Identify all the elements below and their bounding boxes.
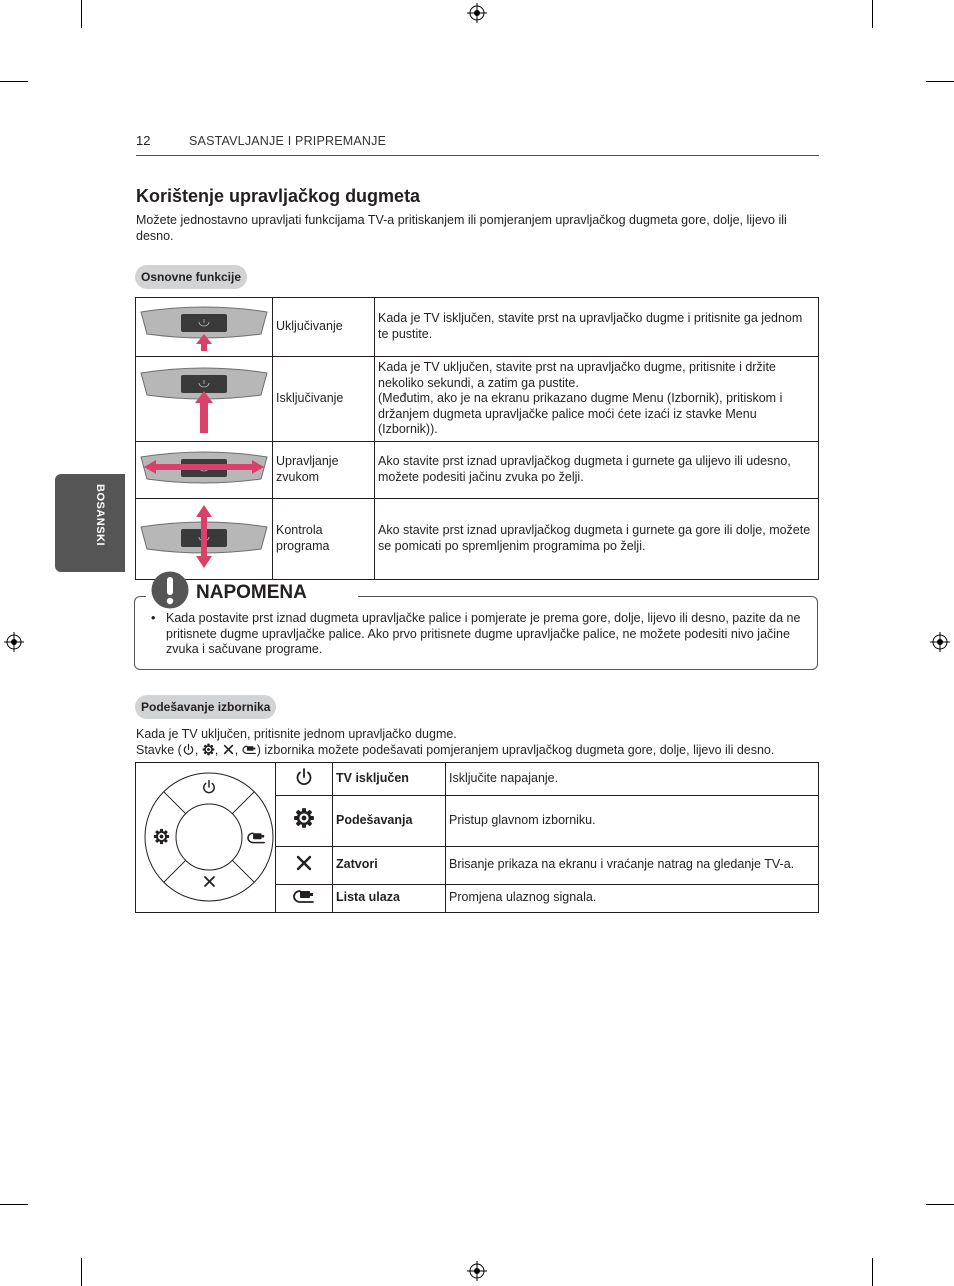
table-row [136,442,819,499]
section-title: Korištenje upravljačkog dugmeta [136,186,421,206]
language-side-tab [55,474,125,572]
basic-functions-label: Osnovne funkcije [135,265,247,289]
page-number: 12 [136,133,151,148]
joystick-power-on-illustration [136,298,273,357]
function-name: Kontrola programa [273,498,375,580]
registration-mark-icon [4,632,24,652]
gear-icon [202,743,215,756]
note-bullet: • [151,611,156,625]
joystick-program-illustration [136,498,273,580]
table-row [136,498,819,580]
function-description: Kada je TV isključen, stavite prst na upravljačko dugme i pritisnite ga jednom te pustite. [375,298,819,357]
basic-functions-table [135,297,819,580]
function-name: Upravljanje zvukom [273,442,375,499]
note-text: Kada postavite prst iznad dugmeta upravljačke palice i pomjerate je prema gore, dolje, lijevo ili desno, pazite da ne pritisnete dugme upravljačke palice. Ako prvo pritisnete dugme upravljačke palice, ne možete podesiti nivo jačine zvuka i sačuvane programe. [166,611,801,656]
close-icon [276,846,333,884]
table-row [136,356,819,442]
function-description: Ako stavite prst iznad upravljačkog dugmeta i gurnete ga gore ili dolje, možete se pomicati po spremljenim programima po želji. [375,498,819,580]
close-icon [222,743,235,756]
menu-intro-line1: Kada je TV uključen, pritisnite jednom upravljačko dugme. [136,727,457,741]
crop-mark [0,81,28,82]
registration-mark-icon [930,632,950,652]
section-intro: Možete jednostavno upravljati funkcijama TV-a pritiskanjem ili pomjeranjem upravljačkog dugmeta gore, dolje, lijevo ili desno. [136,213,787,243]
running-header: SASTAVLJANJE I PRIPREMANJE [189,134,387,148]
joystick-menu-diagram [136,763,276,913]
note-title: NAPOMENA [196,582,307,603]
power-icon [276,763,333,796]
menu-settings-table [135,762,819,913]
input-icon [276,884,333,912]
function-description: Kada je TV uključen, stavite prst na upravljačko dugme, pritisnite i držite nekoliko sekundi, a zatim ga pustite. (Međutim, ako je na ekranu prikazano dugme Menu (Izbornik), pritiskom i držanjem dugmeta upravljačke palice moći ćete izaći iz stavke Menu (Izbornik)). [375,356,819,442]
function-name: Uključivanje [273,298,375,357]
table-row [136,298,819,357]
menu-item-name: Lista ulaza [333,884,446,912]
crop-mark [926,81,954,82]
registration-mark-icon [467,3,487,23]
joystick-volume-illustration [136,442,273,499]
warning-exclamation-icon [151,571,189,609]
table-row [136,763,819,796]
menu-settings-label: Podešavanje izbornika [135,695,276,719]
gear-icon [276,795,333,846]
registration-mark-icon [467,1261,487,1281]
crop-mark [872,1258,873,1286]
menu-item-description: Isključite napajanje. [446,763,819,796]
menu-intro [136,726,826,758]
menu-item-description: Promjena ulaznog signala. [446,884,819,912]
menu-item-description: Brisanje prikaza na ekranu i vraćanje natrag na gledanje TV-a. [446,846,819,884]
power-icon [182,743,195,756]
language-label: BOSANSKI [94,484,106,547]
menu-item-name: Podešavanja [333,795,446,846]
menu-item-name: TV isključen [333,763,446,796]
menu-intro-text: Stavke ( [136,743,182,757]
menu-intro-text: ) izbornika možete podešavati pomjeranjem upravljačkog dugmeta gore, dolje, lijevo ili desno. [256,743,775,757]
menu-item-name: Zatvori [333,846,446,884]
joystick-power-off-illustration [136,356,273,442]
input-icon [242,743,257,756]
crop-mark [926,1204,954,1205]
crop-mark [81,1258,82,1286]
function-description: Ako stavite prst iznad upravljačkog dugmeta i gurnete ga ulijevo ili udesno, možete podesiti jačinu zvuka po želji. [375,442,819,499]
crop-mark [872,0,873,28]
menu-intro-line2: Stavke ( , , , ) izbornika možete podešavati pomjeranjem upravljačkog dugmeta gore, dolje, lijevo ili desno. [136,743,775,757]
crop-mark [81,0,82,28]
function-name: Isključivanje [273,356,375,442]
menu-item-description: Pristup glavnom izborniku. [446,795,819,846]
crop-mark [0,1204,28,1205]
header-divider [136,155,819,156]
